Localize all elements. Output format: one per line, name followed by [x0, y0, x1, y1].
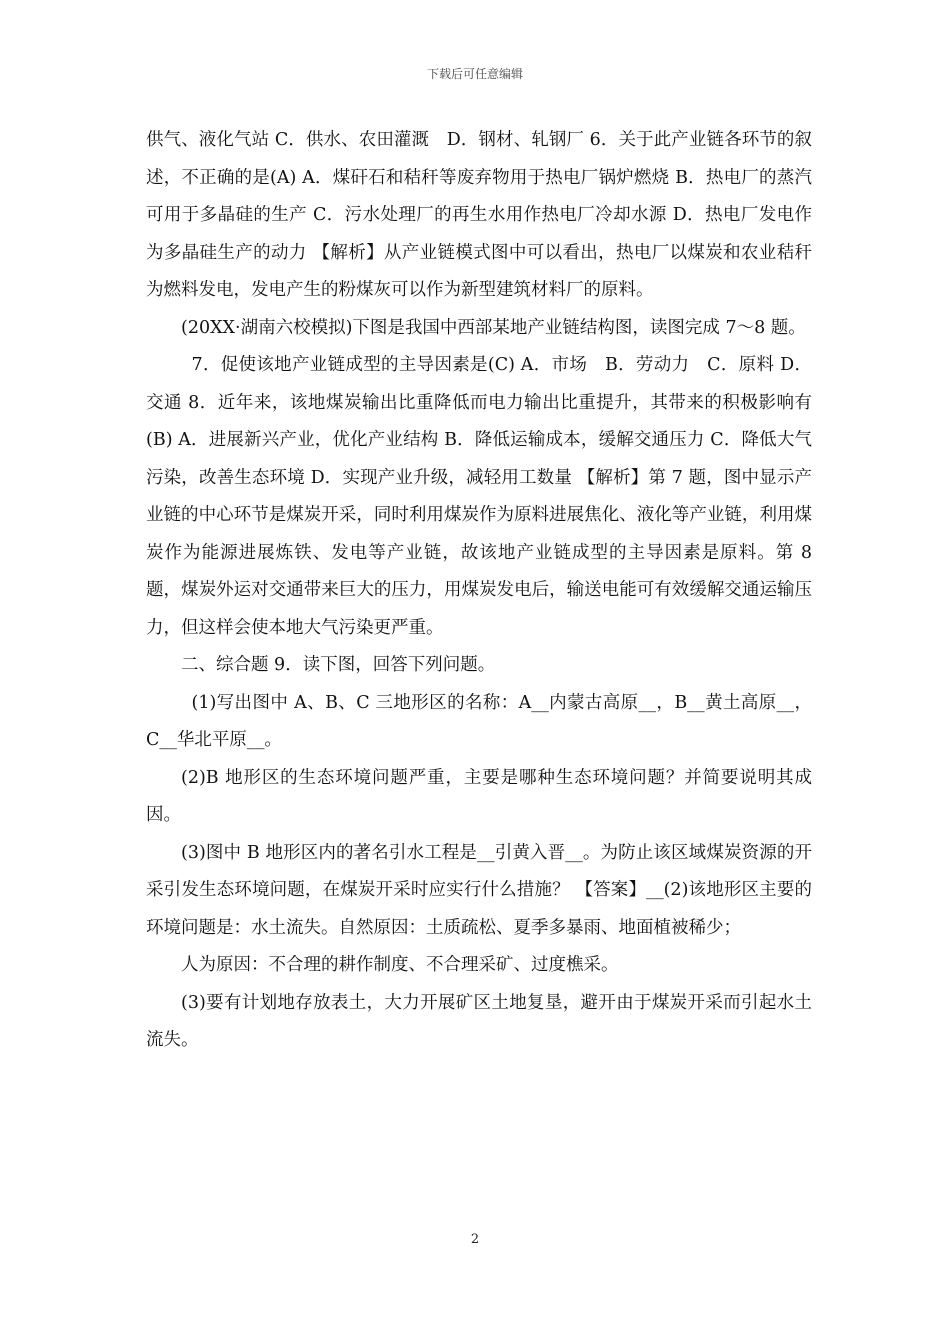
- page-number: 2: [470, 1232, 480, 1247]
- paragraph-2: (20XX·湖南六校模拟)下图是我国中西部某地产业链结构图，读图完成 7～8 题。: [181, 317, 806, 338]
- page-header: 下载后可任意编辑: [426, 67, 523, 81]
- paragraph-8: 人为原因：不合理的耕作制度、不合理采矿、过度樵采。: [181, 955, 619, 975]
- paragraph-1: 供气、液化气站 C．供水、农田灌溉 D．钢材、轧钢厂 6．关于此产业链各环节的叙述，不正确的是(A) A．煤矸石和秸秆等废弃物用于热电厂锅炉燃烧 B．热电厂的蒸汽可用于多晶硅的生产 C．污水处理厂的再生水用作热电厂冷却水源 D．热电厂发电作为多晶硅生产的动力 【解析】从产业链模式图中可以看出，热电厂以煤炭和农业秸秆为燃料发电，发电产生的粉煤灰可以作为新型建筑材料厂的原料。: [146, 130, 812, 300]
- document-body: [146, 122, 812, 1060]
- paragraph-6: (2)B 地形区的生态环境问题严重，主要是哪种生态环境问题？并简要说明其成因。: [146, 767, 812, 825]
- paragraph-5: (1)写出图中 A、B、C 三地形区的名称：A__内蒙古高原__，B__黄土高原__，C__华北平原__。: [146, 692, 812, 750]
- paragraph-3: 7．促使该地产业链成型的主导因素是(C) A．市场 B．劳动力 C．原料 D．交通 8．近年来，该地煤炭输出比重降低而电力输出比重提升，其带来的积极影响有(B) A．进展新兴产业，优化产业结构 B．降低运输成本，缓解交通压力 C．降低大气污染，改善生态环境 D．实现产业升级，减轻用工数量 【解析】第 7 题，图中显示产业链的中心环节是煤炭开采，同时利用煤炭作为原料进展焦化、液化等产业链，利用煤炭作为能源进展炼铁、发电等产业链，故该地产业链成型的主导因素是原料。第 8 题，煤炭外运对交通带来巨大的压力，用煤炭发电后，输送电能可有效缓解交通运输压力，但这样会使本地大气污染更严重。: [146, 355, 812, 638]
- paragraph-7: (3)图中 B 地形区内的著名引水工程是__引黄入晋__。为防止该区域煤炭资源的开采引发生态环境问题，在煤炭开采时应实行什么措施？ 【答案】__(2)该地形区主要的环境问题是：水土流失。自然原因：土质疏松、夏季多暴雨、地面植被稀少；: [146, 842, 812, 938]
- paragraph-9: (3)要有计划地存放表土，大力开展矿区土地复垦，避开由于煤炭开采而引起水土流失。: [146, 992, 812, 1050]
- paragraph-4: 二、综合题 9．读下图，回答下列问题。: [181, 655, 496, 675]
